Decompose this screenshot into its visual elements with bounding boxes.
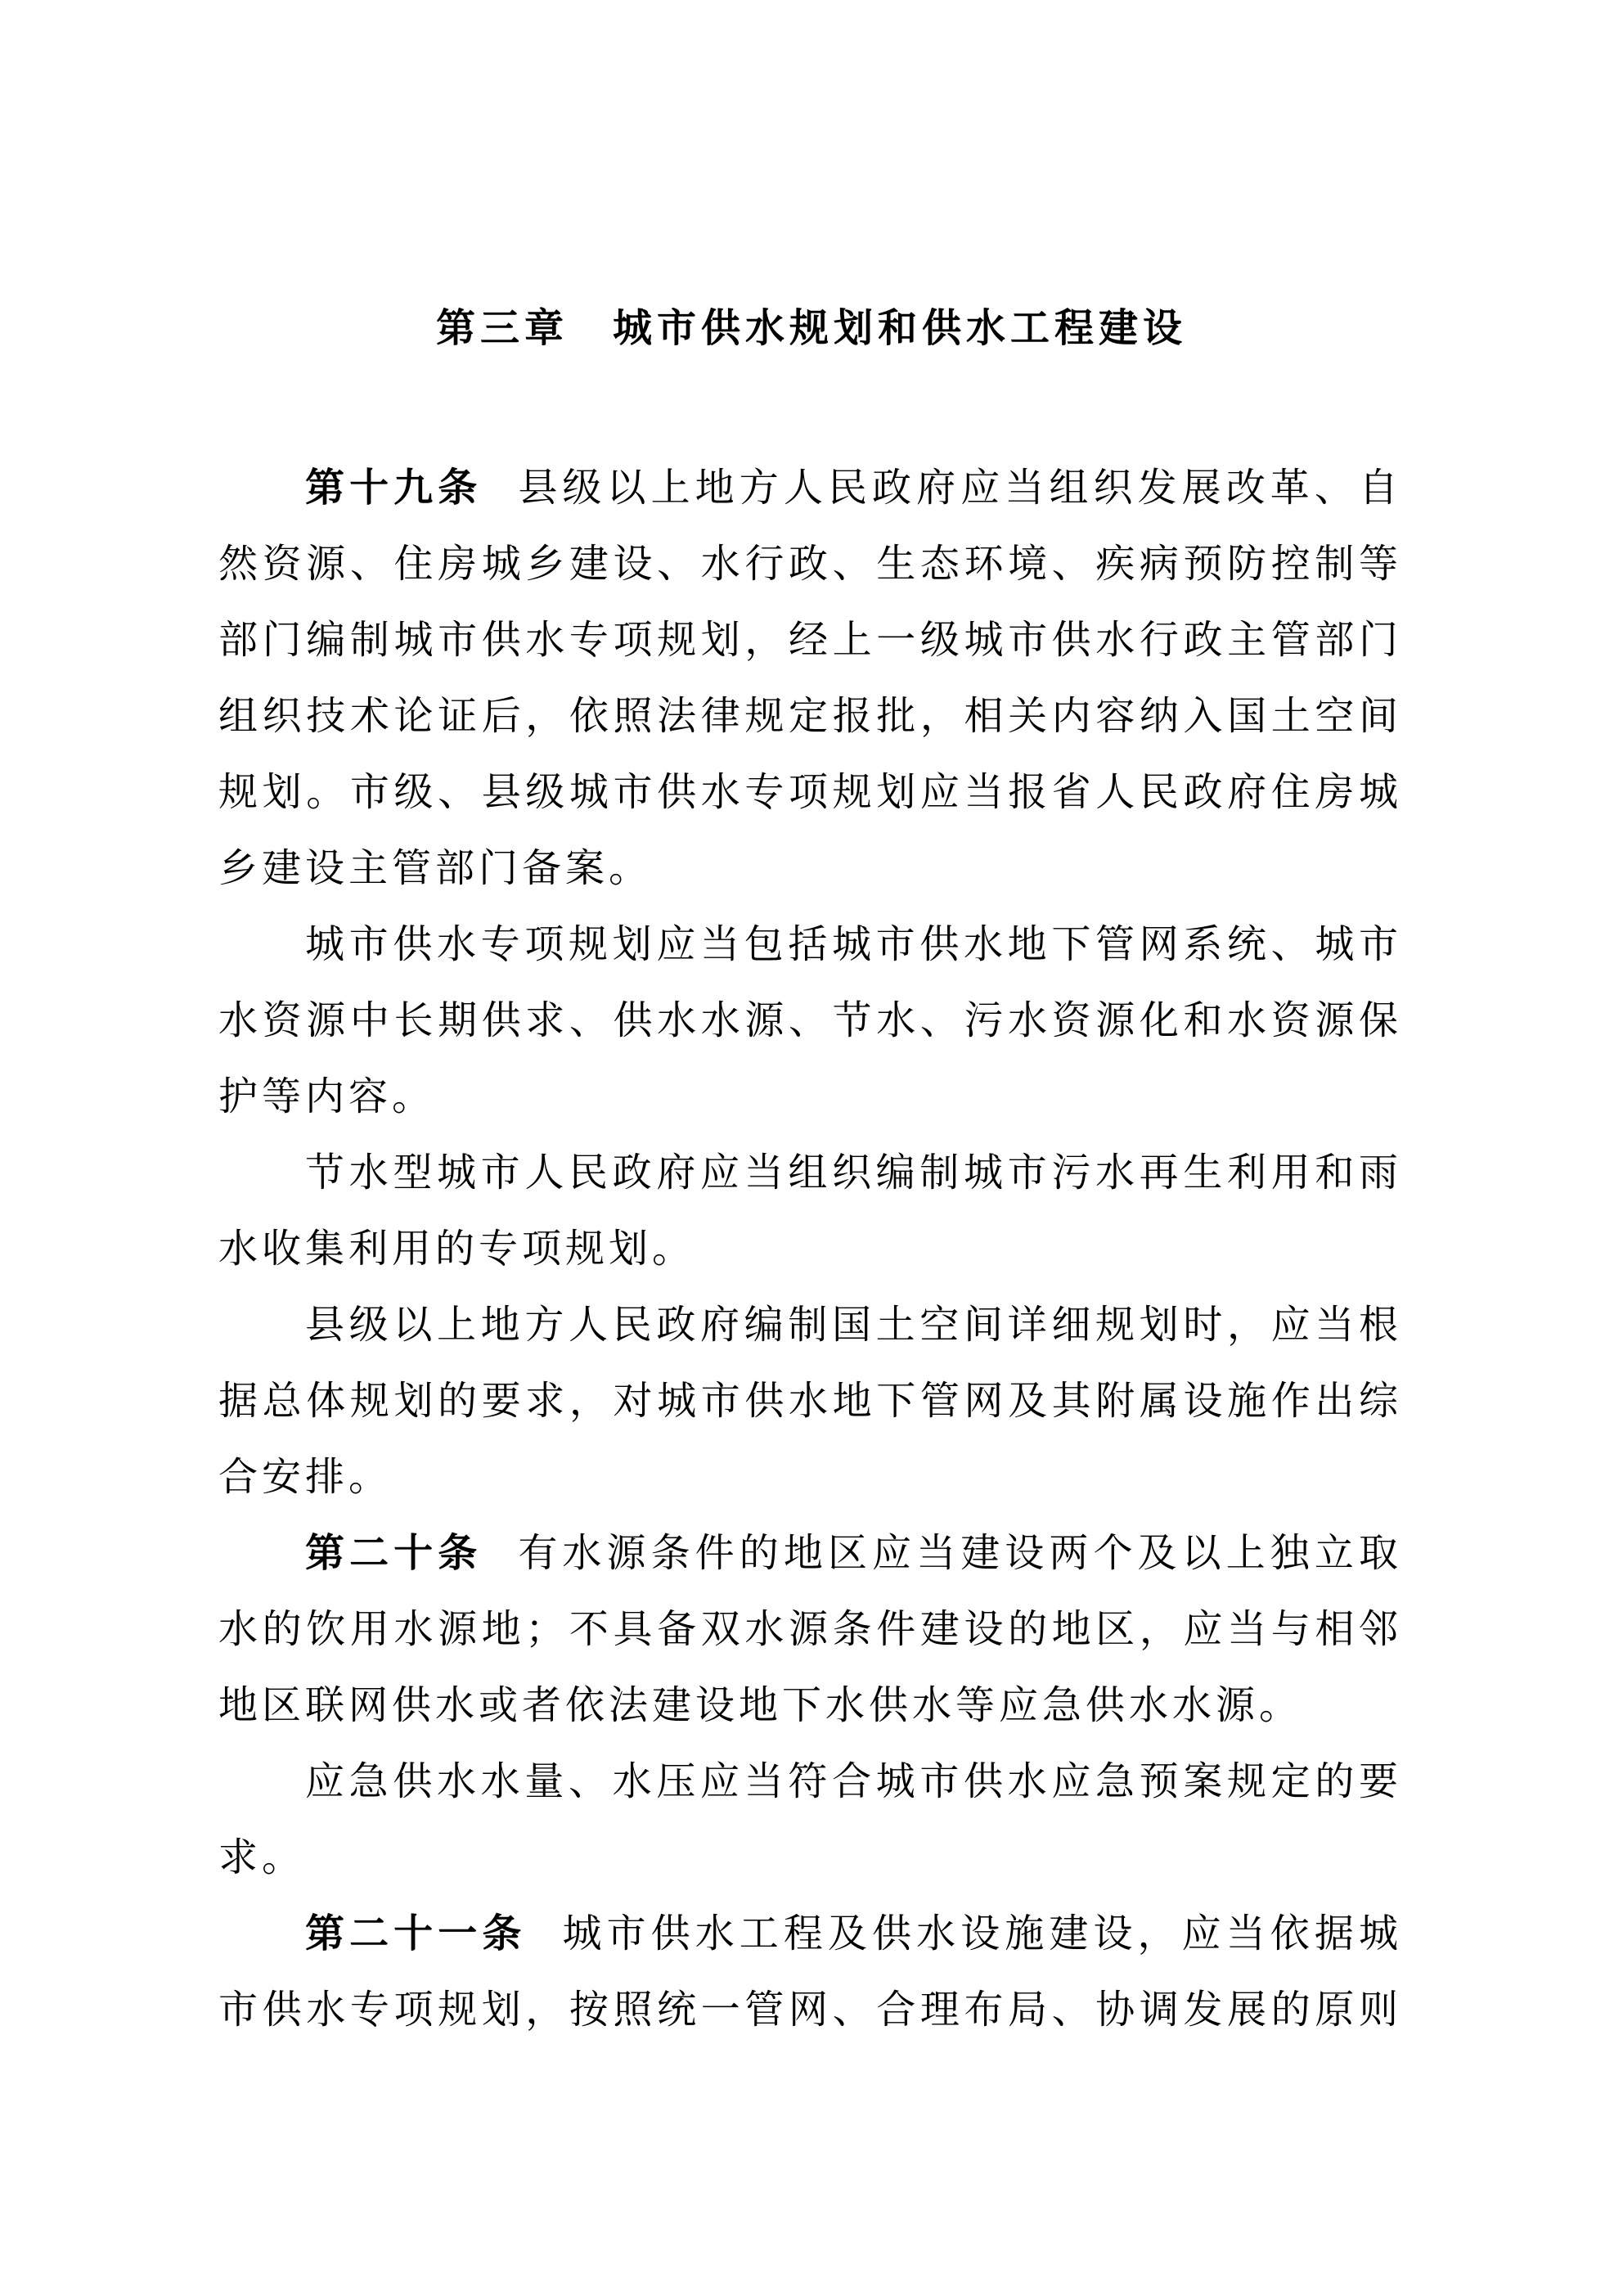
body-line: 然资源、住房城乡建设、水行政、生态环境、疾病预防控制等 xyxy=(218,542,1402,586)
chapter-title: 第三章 城市供水规划和供水工程建设 xyxy=(435,307,1187,350)
body-line: 组织技术论证后，依照法律规定报批，相关内容纳入国土空间 xyxy=(218,695,1402,738)
body-line: 据总体规划的要求，对城市供水地下管网及其附属设施作出综 xyxy=(218,1380,1402,1423)
article-heading-line xyxy=(218,450,1402,526)
article-heading-line xyxy=(218,1515,1402,1591)
body-line: 护等内容。 xyxy=(218,1075,436,1119)
article-number: 第二十一条 xyxy=(305,1912,527,1956)
body-line: 水收集利用的专项规划。 xyxy=(218,1227,696,1271)
body-line: 城市供水专项规划应当包括城市供水地下管网系统、城市 xyxy=(305,923,1402,966)
paragraph-emergency-supply xyxy=(218,1744,1402,1896)
line-text: 城市供水工程及供水设施建设，应当依据城 xyxy=(562,1912,1402,1956)
body-line: 乡建设主管部门备案。 xyxy=(218,847,653,890)
body-line: 规划。市级、县级城市供水专项规划应当报省人民政府住房城 xyxy=(218,771,1402,814)
body-line: 地区联网供水或者依法建设地下水供水等应急供水水源。 xyxy=(218,1684,1303,1727)
paragraph-planning-contents xyxy=(218,907,1402,1135)
body-line: 合安排。 xyxy=(218,1456,393,1499)
body-line: 节水型城市人民政府应当组织编制城市污水再生利用和雨 xyxy=(305,1151,1402,1195)
paragraph-water-saving-city xyxy=(218,1135,1402,1287)
body-line: 应急供水水量、水压应当符合城市供水应急预案规定的要 xyxy=(305,1760,1402,1803)
body-line: 县级以上地方人民政府编制国土空间详细规划时，应当根 xyxy=(305,1303,1402,1347)
body-line: 市供水专项规划，按照统一管网、合理布局、协调发展的原则 xyxy=(218,1988,1402,2032)
paragraph-article-21 xyxy=(218,1896,1402,2048)
paragraph-detailed-planning xyxy=(218,1287,1402,1515)
document-body xyxy=(218,450,1402,2048)
article-number: 第十九条 xyxy=(305,466,483,510)
line-text: 县级以上地方人民政府应当组织发展改革、自 xyxy=(518,466,1402,510)
body-line: 部门编制城市供水专项规划，经上一级城市供水行政主管部门 xyxy=(218,619,1402,662)
body-line: 求。 xyxy=(218,1836,306,1880)
article-heading-line xyxy=(218,1896,1402,1972)
paragraph-article-19 xyxy=(218,450,1402,907)
line-text: 有水源条件的地区应当建设两个及以上独立取 xyxy=(518,1532,1402,1575)
article-number: 第二十条 xyxy=(305,1532,483,1575)
body-line: 水的饮用水源地；不具备双水源条件建设的地区，应当与相邻 xyxy=(218,1608,1402,1651)
body-line: 水资源中长期供求、供水水源、节水、污水资源化和水资源保 xyxy=(218,999,1402,1042)
paragraph-article-20 xyxy=(218,1515,1402,1744)
